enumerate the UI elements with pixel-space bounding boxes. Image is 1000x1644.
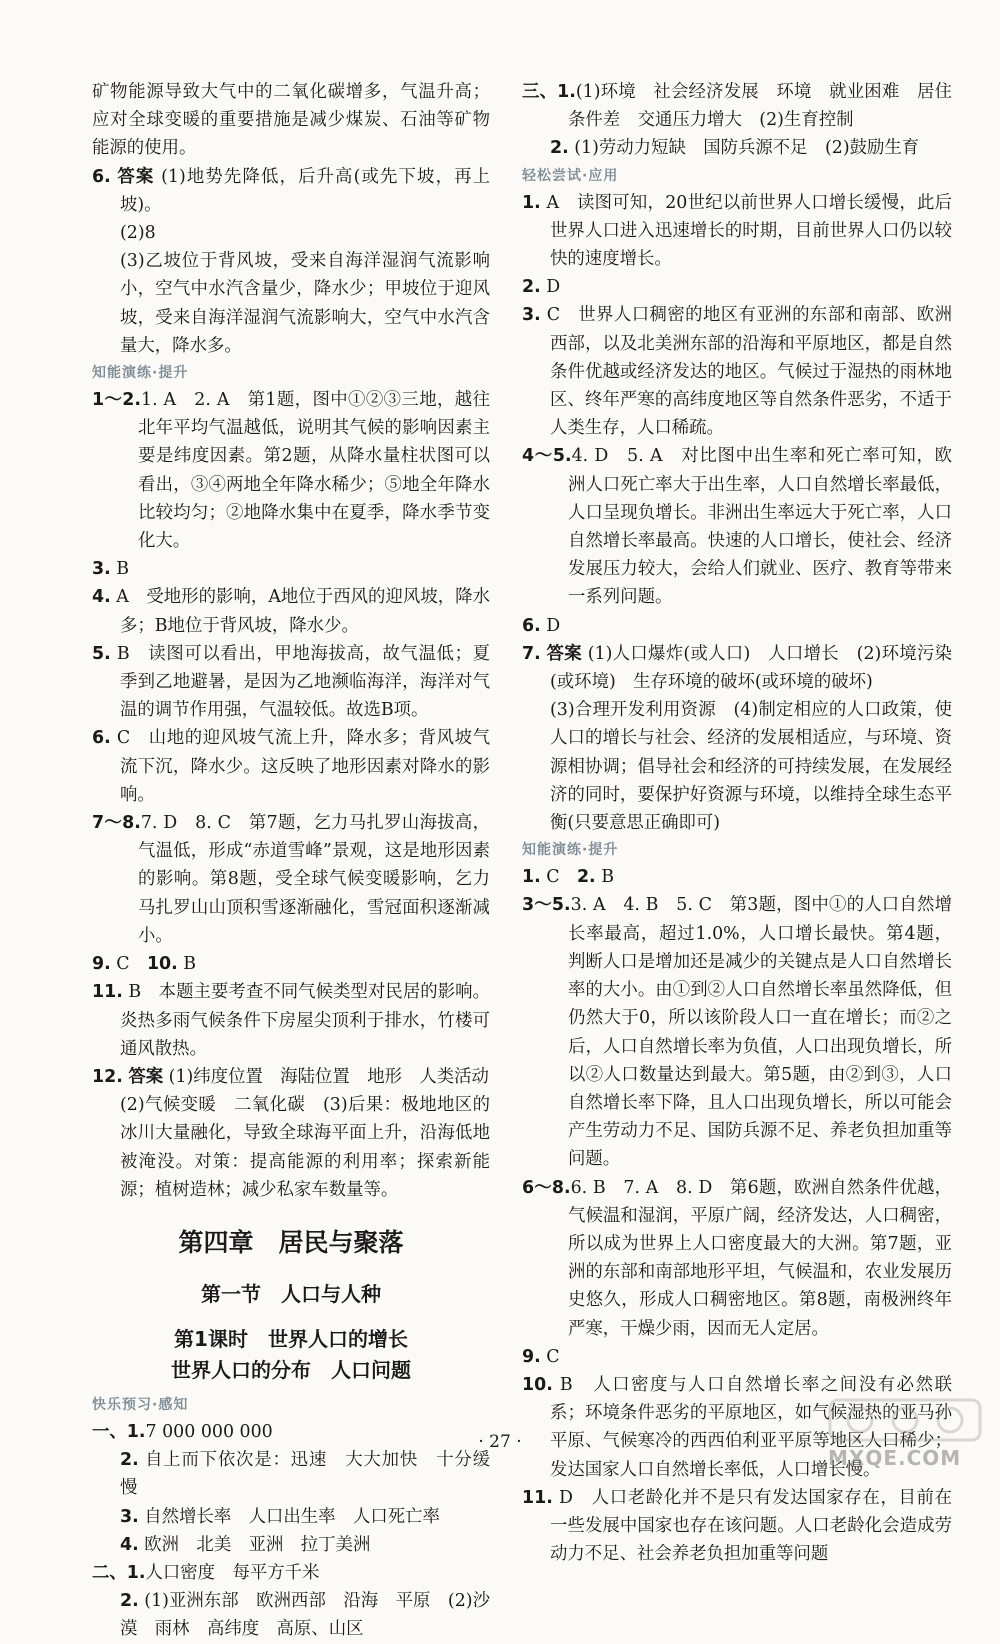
preview-2-1: 二、1.人口密度 每平方千米 (92, 1562, 320, 1583)
answer-6-part3: (3)乙坡位于背风坡，受来自海洋湿润气流影响小，空气中水汽含量少，降水少；甲坡位于迎风坡，受来自海洋湿润气流影响大，空气中水汽含量大，降水多。 (120, 251, 490, 356)
improve-10: 10. B 人口密度与人口自然增长率之间没有必然联系；环境条件恶劣的平原地区，如气候湿热的亚马孙平原、气候寒冷的西西伯利亚平原等地区人口稀少；发达国家人口自然增长率低，人口增长慢。 (522, 1374, 952, 1480)
apply-3: 3. C 世界人口稠密的地区有亚洲的东部和南部、欧洲西部，以及北美洲东部的沿海和平原地区，都是自然条件优越或经济发达的地区。气候过于湿热的雨林地区、终年严寒的高纬度地区等自然条件恶劣，不适于人类生存，人口稀疏。 (522, 305, 953, 439)
improve-9: 9. C (522, 1346, 560, 1367)
section-label-zhineng-2: 知能演练·提升 (522, 842, 619, 859)
answer-11: 11. B 本题主要考查不同气候类型对民居的影响。炎热多雨气候条件下房屋尖顶利于排水，竹楼可通风散热。 (92, 982, 490, 1059)
watermark-text: MXQE.COM (828, 1446, 962, 1470)
apply-4-5: 4～5.4. D 5. A 对比图中出生率和死亡率可知，欧洲人口死亡率大于出生率，人口自然增长率最低，人口呈现负增长。非洲出生率远大于死亡率，人口自然增长率最高。快速的人口增长，使社会、经济发展压力较大，会给人们就业、医疗、教育等带来一系列问题。 (522, 446, 953, 608)
answer-9-10: 9. C 10. B (92, 954, 197, 975)
answer-7-8: 7～8.7. D 8. C 第7题，乞力马扎罗山海拔高，气温低，形成“赤道雪峰”景观，这是地形因素的影响。第8题，受全球气候变暖影响，乞力马扎罗山山顶积雪逐渐融化，雪冠面积逐渐减小。 (92, 813, 490, 946)
improve-11: 11. D 人口老龄化并不是只有发达国家存在，目前在一些发展中国家也存在该问题。人口老龄化会造成劳动力不足、社会养老负担加重等问题 (522, 1487, 952, 1565)
left-column (92, 78, 490, 1644)
answer-12: 12. 答案 (1)纬度位置 海陆位置 地形 人类活动 (92, 1066, 489, 1087)
apply-7: 7. 答案 (1)人口爆炸(或人口) 人口增长 (2)环境污染(或环境) 生存环境的破坏(或环境的破坏) (522, 643, 953, 693)
preview-3-2: 2. (1)劳动力短缺 国防兵源不足 (2)鼓励生育 (550, 138, 920, 159)
right-column (522, 78, 952, 1568)
preview-1-1: 一、1.7 000 000 000 (92, 1421, 273, 1442)
answer-5: 5. B 读图可以看出，甲地海拔高，故气温低；夏季到乙地避暑，是因为乙地濒临海洋，海洋对气温的调节作用强，气温较低。故选B项。 (92, 643, 490, 721)
preview-3-1: 三、1.(1)环境 社会经济发展 环境 就业困难 居住条件差 交通压力增大 (2)生育控制 (522, 82, 952, 131)
answer-6b: 6. C 山地的迎风坡气流上升，降水多；背风坡气流下沉，降水少。这反映了地形因素对降水的影响。 (92, 728, 491, 805)
chapter-title: 第四章 居民与聚落 (178, 1227, 404, 1257)
section-label-qingsong: 轻松尝试·应用 (522, 167, 619, 184)
section-label-zhineng: 知能演练·提升 (92, 365, 189, 382)
preview-1-4: 4. 欧洲 北美 亚洲 拉丁美洲 (120, 1534, 371, 1555)
preview-2-2: 2. (1)亚洲东部 欧洲西部 沿海 平原 (2)沙漠 雨林 高纬度 高原、山区 (120, 1591, 490, 1640)
apply-2: 2. D (522, 277, 561, 298)
improve-6-8: 6～8.6. B 7. A 8. D 第6题，欧洲自然条件优越，气候温和湿润，平原广阔，经济发达，人口稠密，所以成为世界上人口密度最大的大洲。第7题，亚洲的东部和南部地形平坦，气候温和，农业发展历史悠久，形成人口稠密地区。第8题，南极洲终年严寒，干燥少雨，因而无人定居。 (522, 1177, 952, 1339)
answer-6: 6. 答案 (1)地势先降低，后升高(或先下坡，再上坡)。 (92, 166, 491, 215)
apply-6: 6. D (522, 615, 561, 636)
answer-4: 4. A 受地形的影响，A地位于西风的迎风坡，降水多；B地位于背风坡，降水少。 (92, 587, 491, 636)
improve-3-5: 3～5.3. A 4. B 5. C 第3题，图中①的人口自然增长率最高，超过1.0%，人口增长最快。第4题，判断人口是增加还是减少的关键点是人口自然增长率的大小。由①到②人口自然增长率虽然降低，但仍然大于0，所以该阶段人口一直在增长；而②之后，人口自然增长率为负值，人口出现负增长，所以②人口数量达到最大。第5题，由②到③，人口自然增长率下降，且人口出现负增长，所以可能会产生劳动力不足、国防兵源不足、养老负担加重等问题。 (522, 895, 952, 1170)
apply-7-part2: (3)合理开发利用资源 (4)制定相应的人口政策，使人口的增长与社会、经济的发展相适应，与环境、资源相协调；倡导社会和经济的可持续发展，在发展经济的同时，要保护好资源与环境，以维持全球生态平衡(只要意思正确即可) (550, 700, 952, 834)
text-continuation: 矿物能源导致大气中的二氧化碳增多，气温升高；应对全球变暖的重要措施是减少煤炭、石油等矿物能源的使用。 (92, 82, 490, 159)
lesson-title-line1: 第1课时 世界人口的增长 (174, 1326, 408, 1351)
answer-6-part2: (2)8 (120, 223, 156, 244)
section-label-kuaile: 快乐预习·感知 (92, 1396, 189, 1413)
apply-1: 1. A 读图可知，20世纪以前世界人口增长缓慢，此后世界人口进入迅速增长的时期，目前世界人口仍以较快的速度增长。 (522, 192, 952, 270)
page-number: · 27 · (478, 1432, 522, 1452)
answer-1-2: 1～2.1. A 2. A 第1题，图中①②③三地，越往北年平均气温越低，说明其气候的影响因素主要是纬度因素。第2题，从降水量柱状图可以看出，③④两地全年降水稀少；⑤地全年降水比较均匀；②地降水集中在夏季，降水季节变化大。 (92, 390, 490, 552)
preview-1-2: 2. 自上而下依次是：迅速 大大加快 十分缓慢 (120, 1450, 490, 1499)
improve-1-2: 1. C 2. B (522, 867, 614, 888)
lesson-title-line2: 世界人口的分布 人口问题 (171, 1357, 411, 1382)
section-title: 第一节 人口与人种 (201, 1281, 381, 1306)
answer-3: 3. B (92, 559, 130, 580)
preview-1-3: 3. 自然增长率 人口出生率 人口死亡率 (120, 1506, 440, 1527)
answer-12-part2: (2)气候变暖 二氧化碳 (3)后果：极地地区的冰川大量融化，导致全球海平面上升，沿海低地被淹没。对策：提高能源的利用率；探索新能源；植树造林；减少私家车数量等。 (120, 1095, 490, 1200)
